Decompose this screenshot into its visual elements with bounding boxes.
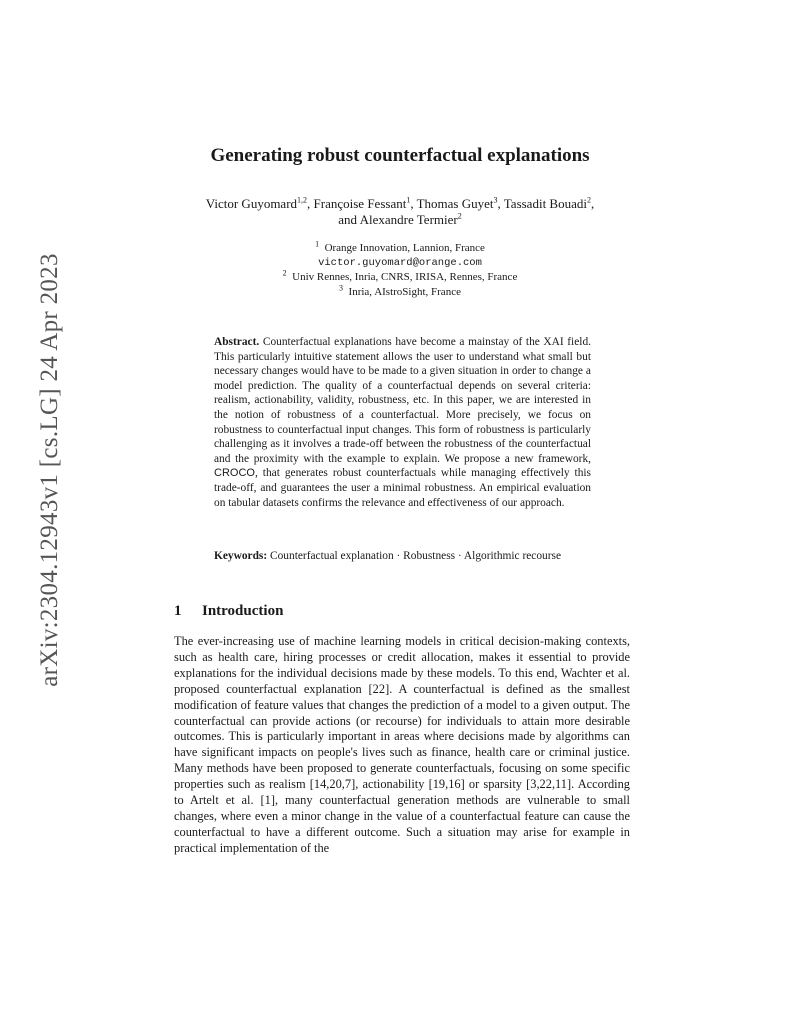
affiliation-number: 3 <box>339 282 344 292</box>
abstract-text: Counterfactual explanations have become a mainstay of the XAI field. This particularly intuitive statement allows the user to understand what small but necessary changes would have to be made to a given situation in order to change a model prediction. The quality of a counterfactual depends on several criteria: realism, actionability, validity, robustness, etc. In this paper, we are interested in the notion of robustness of a counterfactual. More precisely, we focus on robustness to counterfactual input changes. This form of robustness is particularly challenging as it involves a trade-off between the robustness of the counterfactual and the proximity with the example to explain. We propose a new framework, <box>214 336 591 465</box>
author-affiliation-mark: 2 <box>586 195 591 205</box>
author-name: Tassadit Bouadi <box>503 196 587 211</box>
affiliation-list <box>180 241 620 299</box>
affiliation-3 <box>180 282 620 300</box>
abstract <box>214 335 591 510</box>
method-name: CROCO <box>214 467 255 480</box>
author-name: Thomas Guyet <box>416 196 494 211</box>
affiliation-text: Univ Rennes, Inria, CNRS, IRISA, Rennes, France <box>292 271 518 283</box>
keywords <box>214 549 591 564</box>
affiliation-number: 2 <box>282 268 287 278</box>
affiliation-text: Orange Innovation, Lannion, France <box>324 242 485 254</box>
author-name: Alexandre Termier <box>359 212 458 227</box>
author-conjunction: and <box>338 212 358 227</box>
author-list: Victor Guyomard$^{1,2}$, Françoise Fessant$^1$, Thomas Guyet$^3$, Tassadit Bouadi$^2$, and Alexandre Termier$^2$ <box>205 195 595 227</box>
section-heading <box>174 603 283 620</box>
affiliation-2 <box>180 270 620 285</box>
keywords-label: Keywords: <box>214 550 268 562</box>
author-affiliation-mark: 1,2 <box>297 195 308 205</box>
arxiv-identifier: arXiv:2304.12943v1 [cs.LG] 24 Apr 2023 <box>36 253 63 687</box>
author-affiliation-mark: 1 <box>406 195 411 205</box>
author-email: victor.guyomard@orange.com <box>318 256 482 269</box>
section-number: 1 <box>174 603 182 619</box>
keywords-text: Counterfactual explanation · Robustness · Algorithmic recourse <box>270 550 562 562</box>
section-title: Introduction <box>202 603 284 619</box>
affiliation-text: Inria, AIstroSight, France <box>348 285 461 298</box>
author-affiliation-mark: 2 <box>457 211 462 221</box>
author-affiliation-mark: 3 <box>493 195 498 205</box>
affiliation-1 <box>180 241 620 256</box>
paper-title: Generating robust counterfactual explanations <box>210 145 590 166</box>
introduction-paragraph: The ever-increasing use of machine learning models in critical decision-making contexts, such as health care, hiring processes or credit allocation, makes it essential to provide explanations for the individual decisions made by these models. To this end, Wachter et al. proposed counterfactual explanation [22]. A counterfactual is defined as the smallest modification of feature values that changes the prediction of a model to a given output. The counterfactual can provide actions (or recourse) for individuals to attain more desirable outcomes. This is particularly important in areas where decisions made by algorithms can have significant impacts on people's lives such as finance, health care or criminal justice. Many methods have been proposed to generate counterfactuals, focusing on some specific properties such as realism [14,20,7], actionability [19,16] or sparsity [3,22,11]. According to Artelt et al. [1], many counterfactual generation methods are vulnerable to small changes, where even a minor change in the value of a counterfactual feature can cause the counterfactual to have a different outcome. Such a situation may arise for example in practical implementation of the <box>174 634 630 855</box>
affiliation-number: 1 <box>315 239 320 249</box>
abstract-label: Abstract. <box>214 336 260 348</box>
author-name: Victor Guyomard <box>205 196 298 211</box>
abstract-text-continued: , that generates robust counterfactuals while managing effectively this trade-off, and guarantees the user a minimal robustness. An empirical evaluation on tabular datasets confirms the relevance and effectiveness of our approach. <box>214 467 591 509</box>
author-name: Françoise Fessant <box>313 196 407 211</box>
